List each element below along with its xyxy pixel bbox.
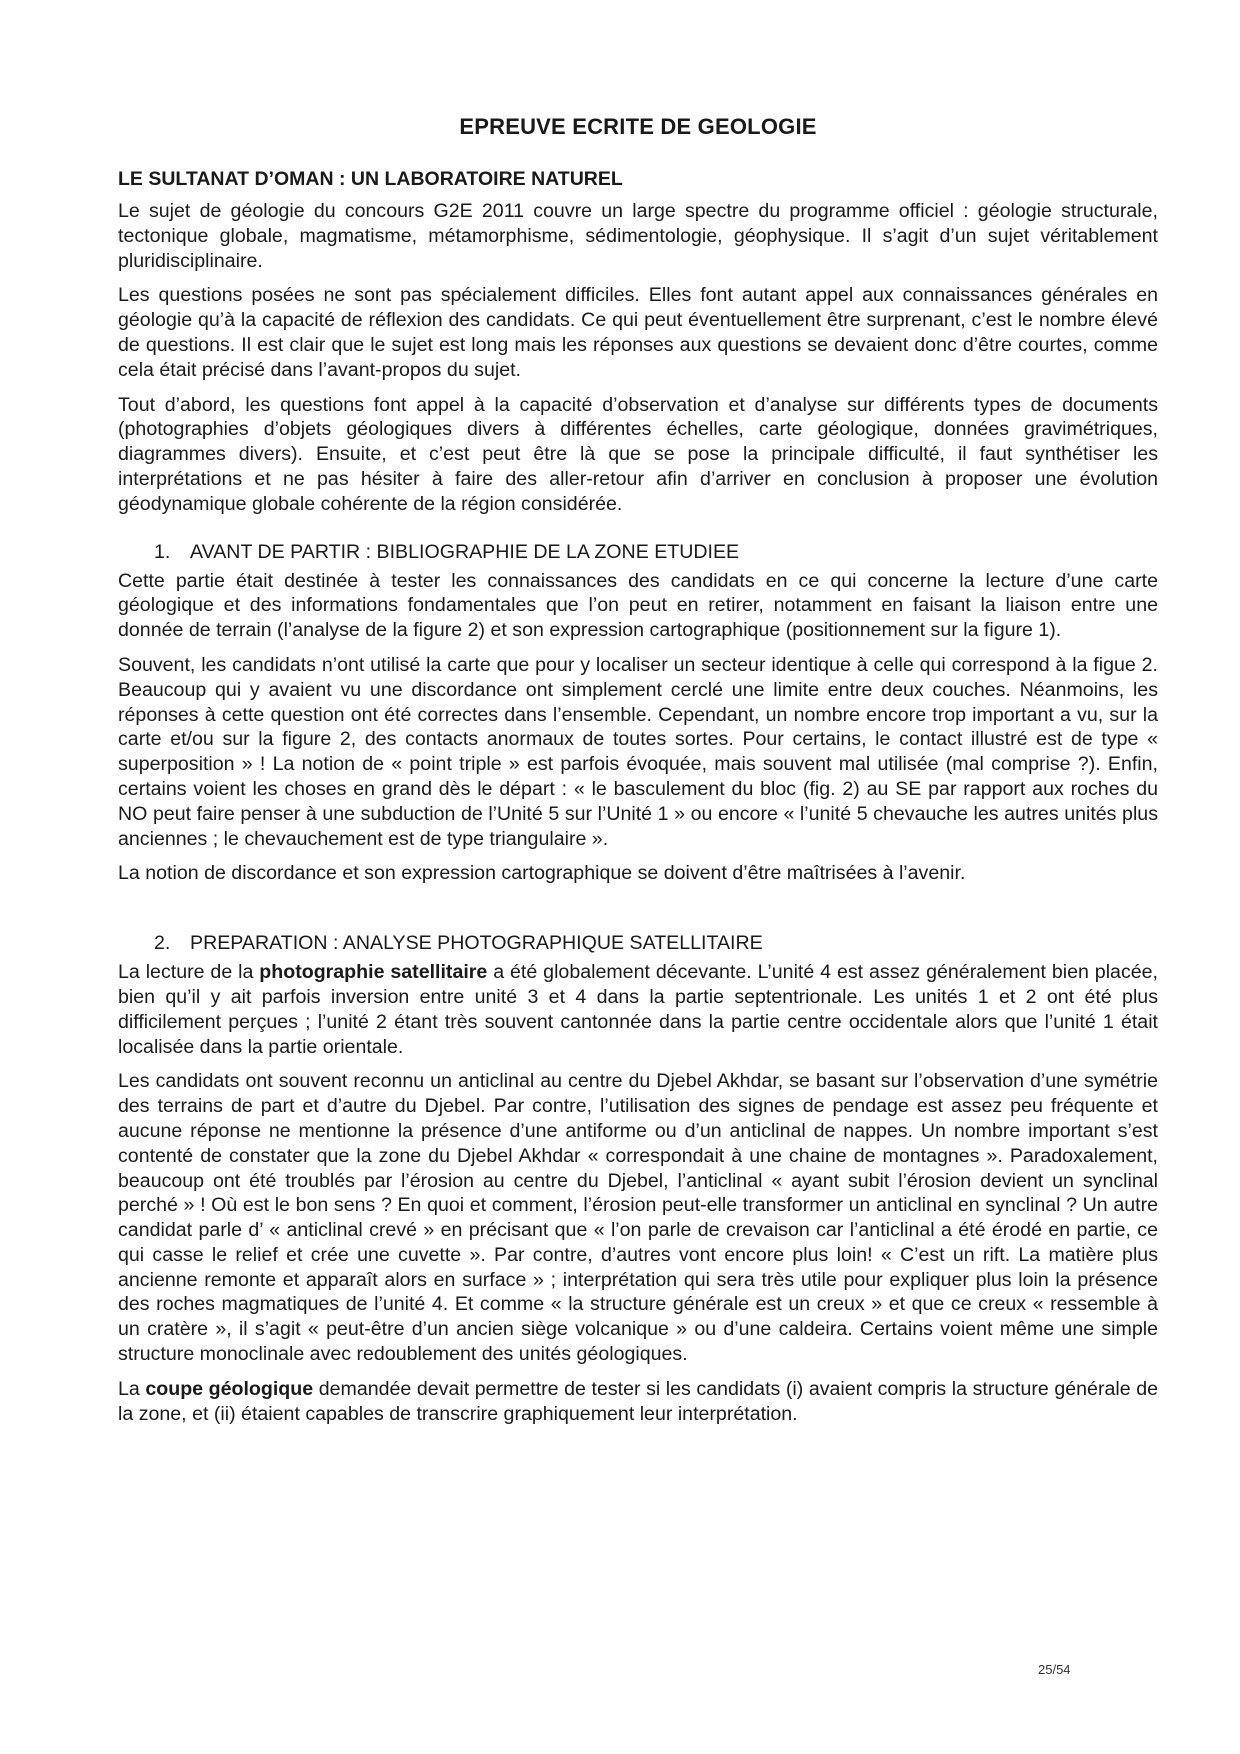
intro-paragraph-3: Tout d’abord, les questions font appel à la capacité d’observation et d’analyse sur différents types de documents (photographies d’objets géologiques divers à différentes échelles, carte géologique, données gravimétriques, diagrammes divers). Ensuite, et c’est peut être là que se pose la principale difficulté, il faut synthétiser les interprétations et ne pas hésiter à faire des aller-retour afin d’arriver en conclusion à proposer une évolution géodynamique globale cohérente de la région considérée.: [118, 393, 1158, 515]
text-run: La lecture de la: [118, 961, 260, 984]
section-2-heading: [118, 930, 1158, 956]
document-subtitle: LE SULTANAT D’OMAN : UN LABORATOIRE NATUREL: [118, 168, 623, 190]
page-number: 25/54: [1038, 1662, 1071, 1677]
section-1-heading: [118, 539, 1158, 565]
section-2-title: PREPARATION : ANALYSE PHOTOGRAPHIQUE SATELLITAIRE: [190, 932, 763, 955]
document-title: EPREUVE ECRITE DE GEOLOGIE: [459, 114, 817, 139]
intro-paragraph-1: Le sujet de géologie du concours G2E 2011 couvre un large spectre du programme officiel : géologie structurale, tectonique globale, magmatisme, métamorphisme, sédimentologie, géophysique. Il s’agit d’un sujet véritablement pluridisciplinaire.: [118, 200, 1158, 272]
intro-paragraph-2: Les questions posées ne sont pas spécialement difficiles. Elles font autant appel aux connaissances générales en géologie qu’à la capacité de réflexion des candidats. Ce qui peut éventuellement être surprenant, c’est le nombre élevé de questions. Il est clair que le sujet est long mais les réponses aux questions se devaient donc d’être courtes, comme cela était précisé dans l’avant-propos du sujet.: [118, 284, 1158, 381]
section-2-paragraph-1: [118, 960, 1158, 1059]
section-2-paragraph-3: [118, 1377, 1158, 1427]
text-run: a été globalement décevante. L’unité 4 est assez généralement bien placée, bien qu’il y ait parfois inversion entre unité 3 et 4 dans la partie septentrionale. Les unités 1 et 2 ont été plus difficilement perçues ; l’unité 2 étant très souvent cantonnée dans la partie centre occidentale alors que l’unité 1 était localisée dans la partie orientale.: [118, 961, 1158, 1058]
text-run: demandée devait permettre de tester si les candidats (i) avaient compris la structure générale de la zone, et (ii) étaient capables de transcrire graphiquement leur interprétation.: [118, 1377, 1158, 1425]
text-run: La: [118, 1377, 146, 1400]
emphasis-photographie-satellitaire: photographie satellitaire: [259, 961, 488, 984]
emphasis-coupe-geologique: coupe géologique: [145, 1377, 314, 1400]
section-2-number: 2.: [154, 932, 171, 955]
section-1-paragraph-3: La notion de discordance et son expression cartographique se doivent d’être maîtrisées à l’avenir.: [118, 862, 966, 885]
section-1-title: AVANT DE PARTIR : BIBLIOGRAPHIE DE LA ZONE ETUDIEE: [190, 540, 740, 563]
section-2-paragraph-2: Les candidats ont souvent reconnu un anticlinal au centre du Djebel Akhdar, se basant sur l’observation d’une symétrie des terrains de part et d’autre du Djebel. Par contre, l’utilisation des signes de pendage est assez peu fréquente et aucune réponse ne mentionne la présence d’une antiforme ou d’un anticlinal de nappes. Un nombre important s’est contenté de constater que la zone du Djebel Akhdar « correspondait à une chaine de montagnes ». Paradoxalement, beaucoup ont été troublés par l’érosion au centre du Djebel, l’anticlinal « ayant subit l’érosion devient un synclinal perché » ! Où est le bon sens ? En quoi et comment, l’érosion peut-elle transformer un anticlinal en synclinal ? Un autre candidat parle d’ « anticlinal crevé » en précisant que « l’on parle de crevaison car l’anticlinal a été érodé en partie, ce qui casse le relief et crée une cuvette ». Par contre, d’autres vont encore plus loin! « C’est un rift. La matière plus ancienne remonte et apparaît alors en surface » ; interprétation qui sera très utile pour expliquer plus loin la présence des roches magmatiques de l’unité 4. Et comme « la structure générale est un creux » et que ce creux « ressemble à un cratère », il s’agit « peut-être d’un ancien siège volcanique » ou d’une caldeira. Certains voient même une simple structure monoclinale avec redoublement des unités géologiques.: [118, 1070, 1158, 1366]
document-body: [118, 166, 1158, 1436]
section-1-paragraph-1: Cette partie était destinée à tester les connaissances des candidats en ce qui concerne la lecture d’une carte géologique et des informations fondamentales que l’on peut en retirer, notamment en faisant la liaison entre une donnée de terrain (l’analyse de la figure 2) et son expression cartographique (positionnement sur la figure 1).: [118, 569, 1158, 642]
section-1-paragraph-2: Souvent, les candidats n’ont utilisé la carte que pour y localiser un secteur identique à celle qui correspond à la figue 2. Beaucoup qui y avaient vu une discordance ont simplement cerclé une limite entre deux couches. Néanmoins, les réponses à cette question ont été correctes dans l’ensemble. Cependant, un nombre encore trop important a vu, sur la carte et/ou sur la figure 2, des contacts anormaux de toutes sortes. Pour certains, le contact illustré est de type « superposition » ! La notion de « point triple » est parfois évoquée, mais souvent mal utilisée (mal comprise ?). Enfin, certains voient les choses en grand dès le départ : « le basculement du bloc (fig. 2) au SE par rapport aux roches du NO peut faire penser à une subduction de l’Unité 5 sur l’Unité 1 » ou encore « l’unité 5 chevauche les autres unités plus anciennes ; le chevauchement est de type triangulaire ».: [118, 653, 1158, 850]
section-1-number: 1.: [154, 540, 171, 563]
